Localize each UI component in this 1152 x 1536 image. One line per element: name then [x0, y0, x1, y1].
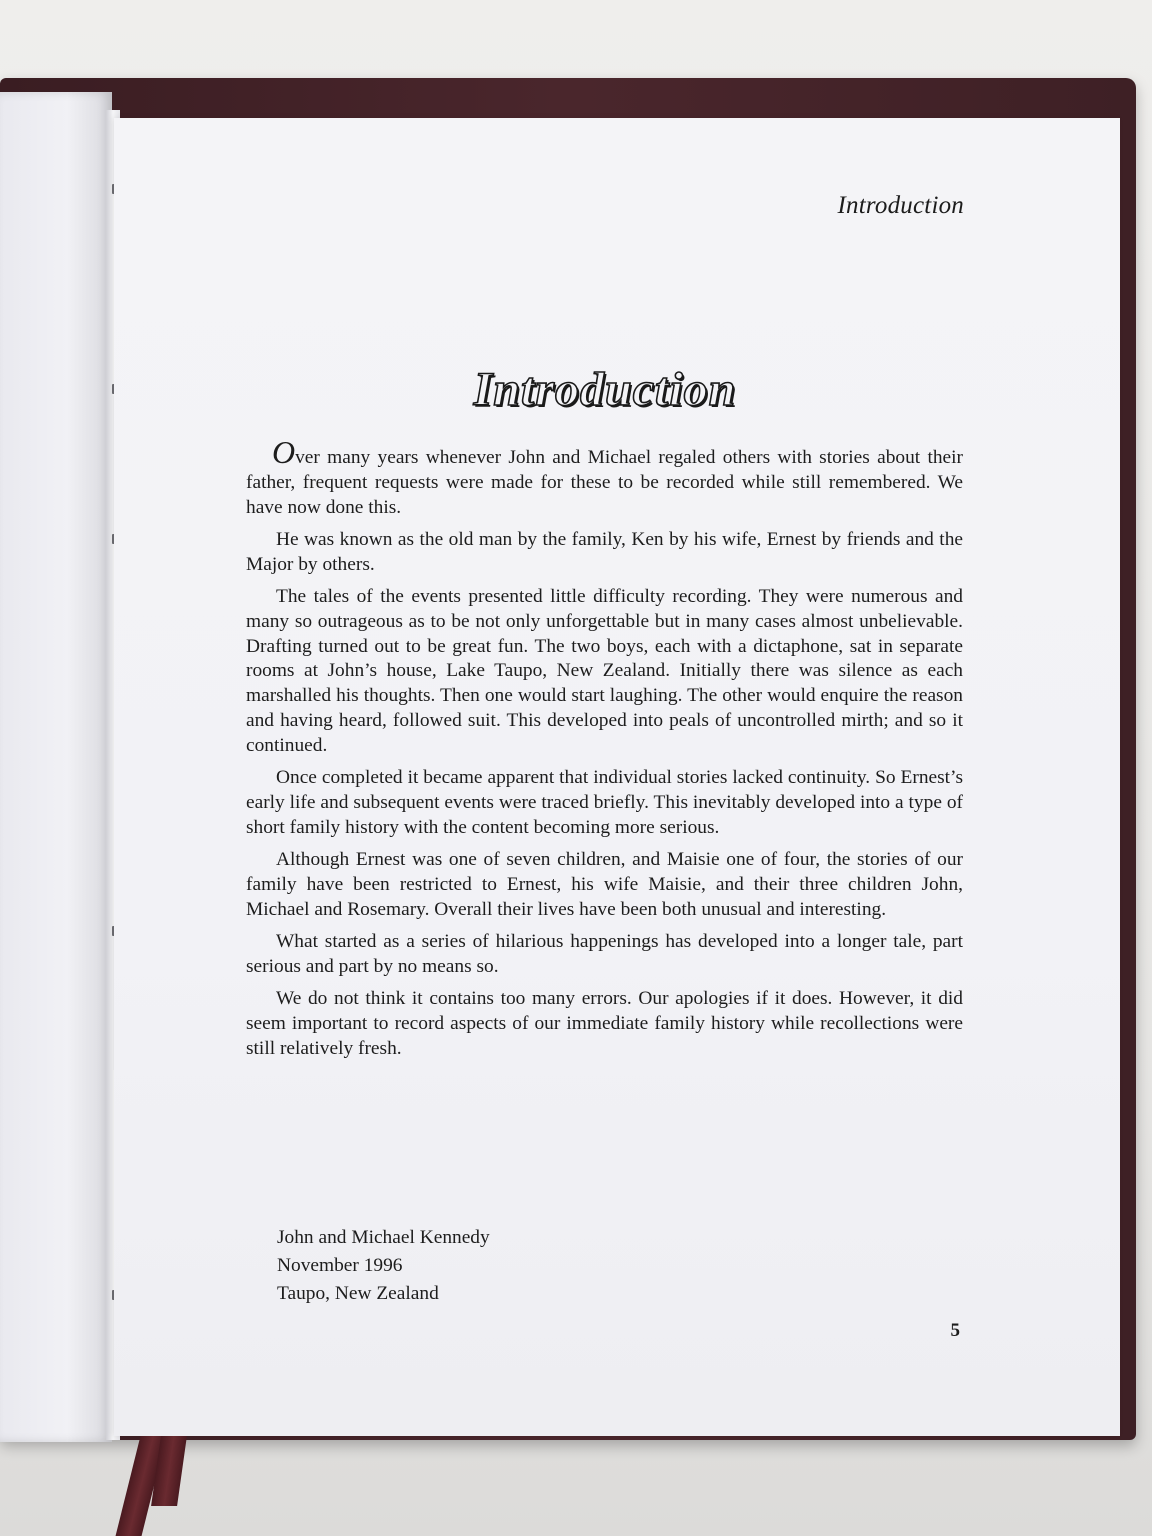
page-number: 5 — [950, 1320, 960, 1341]
paragraph: We do not think it contains too many errors. Our apologies if it does. However, it did seem important to record aspects of our immediate family history while recollections were still relatively fresh. — [246, 987, 963, 1059]
body-text — [246, 434, 963, 1069]
signoff-place: Taupo, New Zealand — [277, 1283, 439, 1304]
paragraph — [246, 434, 963, 520]
paragraph: What started as a series of hilarious happenings has developed into a longer tale, part serious and part by no means so. — [246, 930, 963, 977]
running-head: Introduction — [837, 192, 964, 219]
paragraph-initial: O — [272, 434, 296, 470]
signoff-date: November 1996 — [277, 1255, 403, 1276]
paragraph: The tales of the events presented little difficulty recording. They were numerous and many so outrageous as to be not only unforgettable but in many cases almost unbelievable. Drafting turned out to be great fun. The two boys, each with a dictaphone, sat in separate rooms at John’s house, Lake Taupo, New Zealand. Initially there was silence as each marshalled his thoughts. Then one would start laughing. The other would enquire the reason and having heard, followed suit. This developed into peals of uncontrolled mirth; and so it continued. — [246, 585, 963, 756]
signoff-authors: John and Michael Kennedy — [277, 1227, 490, 1248]
paragraph-text: ver many years whenever John and Michael regaled others with stories about their father, frequent requests were made for these to be recorded while still remembered. We have now done this. — [246, 447, 963, 518]
left-page — [0, 92, 112, 1442]
paragraph: Once completed it became apparent that individual stories lacked continuity. So Ernest’s early life and subsequent events were traced briefly. This inevitably developed into a type of short family history with the content becoming more serious. — [246, 767, 963, 838]
paragraph: Although Ernest was one of seven children, and Maisie one of four, the stories of our family have been restricted to Ernest, his wife Maisie, and their three children John, Michael and Rosemary. Overall their lives have been both unusual and interesting. — [246, 848, 963, 920]
chapter-title: Introduction — [473, 363, 737, 416]
signoff — [277, 1224, 490, 1308]
paragraph: He was known as the old man by the family, Ken by his wife, Ernest by friends and the Major by others. — [246, 528, 963, 575]
